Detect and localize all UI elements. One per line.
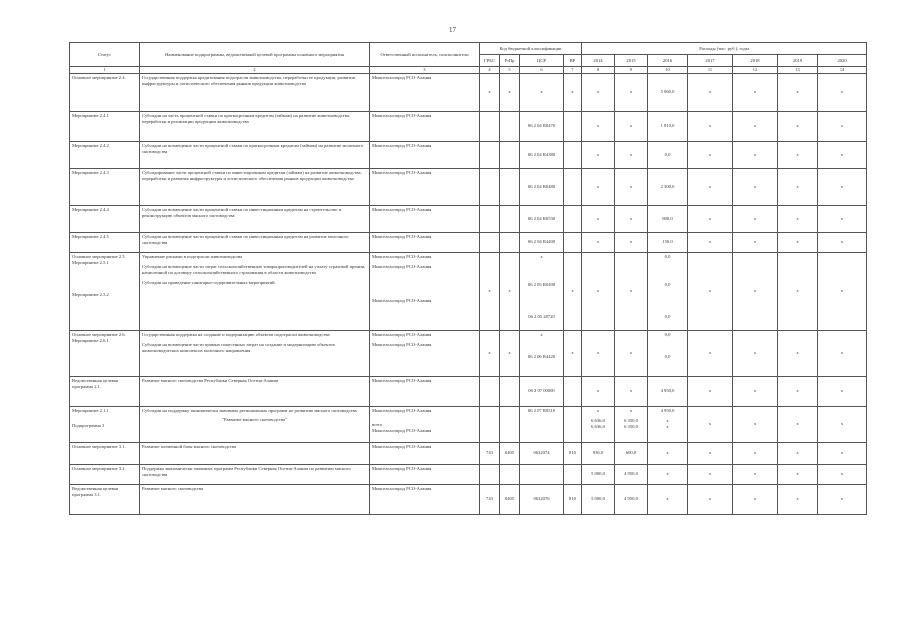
header-status: Статус (70, 43, 140, 67)
cell-name: Государственная поддержка на создание и модернизацию объектов подотрасли животноводства (142, 331, 330, 337)
cell-csr: 0632076 (520, 484, 564, 514)
cell-value: х (596, 407, 600, 413)
cell-name: Развитие племенной базы мясного скотоводства (140, 442, 370, 464)
cell-grbs: х (480, 330, 500, 376)
cell-value: 2 300,0 (648, 168, 688, 205)
cell-csr: 06 2 04 R0480 (520, 168, 564, 205)
cell-value: х (582, 141, 615, 168)
cell-value: х (733, 442, 778, 464)
cell-status: Мероприятие 2.4.1 (70, 111, 140, 141)
cell-status: Основное мероприятие 2.4. (70, 73, 140, 111)
cell-value: х (818, 252, 867, 330)
header-year: 2020 (818, 55, 867, 67)
cell-csr: 0632074 (520, 442, 564, 464)
header-year: 2014 (582, 55, 615, 67)
cell-value: х (582, 111, 615, 141)
cell-value: х (615, 73, 648, 111)
cell-executor: Минсельхозпрод РСО-Алания (372, 263, 432, 269)
cell-grbs (480, 111, 500, 141)
cell-value: х (629, 407, 633, 413)
cell-value: 6 350,0 (624, 423, 638, 429)
table-row (70, 484, 867, 514)
cell-value: х (818, 141, 867, 168)
cell-value: х (688, 205, 733, 232)
cell-value: 4 950,0 (615, 484, 648, 514)
cell-value: х (733, 73, 778, 111)
cell-value: х (582, 330, 615, 376)
table-row (70, 111, 867, 141)
cell-executor: Минсельхозпрод РСО-Алания (372, 427, 432, 433)
cell-value: х (733, 406, 778, 442)
cell-value: 4 950,0 (648, 376, 688, 406)
header-executor: Ответственный исполнитель, соисполнители (370, 43, 480, 67)
cell-vr: 810 (564, 442, 582, 464)
cell-value: х (818, 376, 867, 406)
cell-executor: всего (372, 421, 383, 427)
cell-name: Субсидии на возмещение части процентной ставки по краткосрочным кредитам (займам) на развитие молочного скотоводства (140, 141, 370, 168)
cell-value: х (648, 464, 688, 484)
cell-value: х (818, 111, 867, 141)
cell-status: Мероприятие 2.4.5 (70, 232, 140, 252)
cell-vr (564, 205, 582, 232)
cell-value: х (778, 232, 818, 252)
column-number: 10 (648, 67, 688, 74)
cell-status: Мероприятие 2.5.2 (72, 291, 109, 297)
cell-executor: Минсельхозпрод РСО-Алания (372, 253, 432, 259)
cell-rzpr: 0405 (500, 442, 520, 464)
cell-value: х (615, 252, 648, 330)
cell-executor: Минсельхозпрод РСО-Алания (370, 232, 480, 252)
column-number: 14 (818, 67, 867, 74)
cell-csr: 06 2 06 R4420 (527, 353, 556, 359)
cell-name: Государственная поддержка кредитования подотрасли животноводства, переработки ее продукции, развития инфраструктуры и логистического обеспечения рынков продукции животноводства (140, 73, 370, 111)
cell-csr: 06 2 07 R0510 (527, 407, 556, 413)
cell-value: х (778, 73, 818, 111)
cell-status: Мероприятие 2.1.1 (72, 407, 109, 413)
cell-value: 0,0 (664, 313, 671, 319)
cell-name: Субсидии на возмещение части затрат сельскохозяйственных товаропроизводителей на уплату страховой премии, начисленной по договору сельскохозяйственного страхования в области животноводства (142, 263, 366, 275)
cell-value: х (818, 73, 867, 111)
column-number: 5 (500, 67, 520, 74)
cell-value: х (615, 330, 648, 376)
cell-grbs (480, 464, 500, 484)
table-row (70, 232, 867, 252)
cell-value: х (733, 376, 778, 406)
cell-value: х (733, 168, 778, 205)
cell-csr: 06 2 04 R4380 (520, 141, 564, 168)
cell-name: "Развитие мясного скотоводства" (222, 416, 287, 422)
cell-value: х (666, 423, 669, 429)
cell-value: 600,0 (615, 442, 648, 464)
cell-value: х (733, 232, 778, 252)
cell-status: Мероприятие 2.6.1 (72, 337, 109, 343)
cell-value: х (688, 232, 733, 252)
header-year: 2016 (648, 55, 688, 67)
cell-value: х (778, 252, 818, 330)
cell-rzpr (500, 141, 520, 168)
cell-csr: х (520, 73, 564, 111)
cell-name: Субсидии на возмещение части прямых понесенных затрат на создание и модернизацию объектов животноводческих комплексов молочного направления (142, 341, 335, 353)
cell-value: х (666, 417, 669, 423)
cell-value: х (688, 484, 733, 514)
cell-name: Субсидии на проведение санитарно-оздоровительных мероприятий (142, 279, 275, 285)
cell-executor: Минсельхозпрод РСО-Алания (370, 205, 480, 232)
cell-rzpr: х (500, 252, 520, 330)
cell-vr (564, 406, 582, 442)
column-number: 13 (778, 67, 818, 74)
cell-value: х (688, 442, 733, 464)
cell-value: 4 950,0 (615, 464, 648, 484)
header-kbk: Код бюджетной классификации (480, 43, 582, 55)
cell-value: х (818, 205, 867, 232)
cell-executor: Минсельхозпрод РСО-Алания (372, 331, 432, 337)
cell-csr: 06 2 07 00000 (520, 376, 564, 406)
cell-vr: х (564, 73, 582, 111)
cell-csr: х (540, 253, 543, 259)
cell-value: х (688, 252, 733, 330)
cell-executor: Минсельхозпрод РСО-Алания (370, 484, 480, 514)
cell-name: Субсидии на возмещение части процентной ставки по инвестиционным кредитам на строительство и реконструкцию объектов мясного скотоводства (140, 205, 370, 232)
table-row (70, 168, 867, 205)
budget-table (69, 42, 867, 515)
cell-status: Основное мероприятие 2.6. (72, 331, 126, 337)
cell-grbs (480, 406, 500, 442)
cell-value: х (733, 111, 778, 141)
cell-status: Ведомственная целевая программа 3.1. (70, 484, 140, 514)
cell-rzpr (500, 376, 520, 406)
cell-value: х (778, 484, 818, 514)
cell-value: х (582, 232, 615, 252)
cell-value: х (615, 168, 648, 205)
cell-value: х (818, 442, 867, 464)
cell-value: х (615, 111, 648, 141)
cell-name: Субсидирование части процентной ставки по инвестиционным кредитам (займам) на развитие животноводства, переработки и развития инфраструктуры и логистического обеспечения рынков продукции животноводства (140, 168, 370, 205)
cell-executor: Минсельхозпрод РСО-Алания (370, 168, 480, 205)
cell-vr: х (564, 330, 582, 376)
header-year: 2015 (615, 55, 648, 67)
cell-value: х (615, 141, 648, 168)
cell-value: х (778, 111, 818, 141)
cell-vr: 810 (564, 484, 582, 514)
cell-rzpr: х (500, 73, 520, 111)
cell-rzpr (500, 406, 520, 442)
cell-value: 150,0 (648, 232, 688, 252)
cell-value: х (733, 330, 778, 376)
cell-value: х (582, 168, 615, 205)
cell-executor: Минсельхозпрод РСО-Алания (372, 297, 432, 303)
cell-value: 0,0 (664, 331, 671, 337)
cell-grbs (480, 232, 500, 252)
cell-rzpr: 0405 (500, 484, 520, 514)
cell-csr: х (540, 331, 543, 337)
cell-status: Основное мероприятие 3.2. (70, 464, 140, 484)
cell-value: х (615, 232, 648, 252)
table-row (70, 73, 867, 111)
cell-executor: Минсельхозпрод РСО-Алания (370, 73, 480, 111)
cell-executor: Минсельхозпрод РСО-Алания (370, 111, 480, 141)
cell-status: Подпрограмма 3 (72, 422, 105, 428)
column-number: 4 (480, 67, 500, 74)
cell-grbs: 743 (480, 442, 500, 464)
header-csr: ЦСР (520, 55, 564, 67)
cell-value: х (818, 168, 867, 205)
cell-value: х (582, 205, 615, 232)
cell-value: 800,0 (648, 205, 688, 232)
header-grbs: ГРБС (480, 55, 500, 67)
cell-executor: Минсельхозпрод РСО-Алания (372, 341, 432, 347)
cell-value: х (688, 111, 733, 141)
cell-grbs (480, 205, 500, 232)
cell-grbs: 743 (480, 484, 500, 514)
column-number: 9 (615, 67, 648, 74)
cell-value: х (818, 330, 867, 376)
cell-csr: 06 2 05 R0490 (527, 281, 556, 287)
cell-value: х (648, 442, 688, 464)
cell-value: х (733, 205, 778, 232)
cell-name: Развитие мясного скотоводства Республики Северная Осетия-Алания (140, 376, 370, 406)
cell-status: Мероприятие 2.5.1 (72, 259, 109, 265)
cell-grbs (480, 141, 500, 168)
header-vr: ВР (564, 55, 582, 67)
cell-name: Субсидии на часть процентной ставки по краткосрочным кредитам (займам) на развитие животноводства, переработки и реализации продукции животноводства (140, 111, 370, 141)
cell-value: х (582, 252, 615, 330)
cell-value: х (778, 464, 818, 484)
cell-csr: 06 2 04 R0530 (520, 205, 564, 232)
cell-value: 4 950,0 (660, 407, 675, 413)
cell-value: х (615, 205, 648, 232)
column-number: 6 (520, 67, 564, 74)
cell-executor: Минсельхозпрод РСО-Алания (370, 442, 480, 464)
cell-name: Развитие мясного скотоводства (140, 484, 370, 514)
cell-status: Ведомственная целевая программа 2.1. (70, 376, 140, 406)
table-row (70, 205, 867, 232)
cell-executor: Минсельхозпрод РСО-Алания (370, 464, 480, 484)
cell-status: Мероприятие 2.4.3 (70, 168, 140, 205)
cell-rzpr (500, 205, 520, 232)
cell-value: х (818, 464, 867, 484)
cell-status: Мероприятие 2.4.2 (70, 141, 140, 168)
cell-executor: Минсельхозпрод РСО-Алания (370, 376, 480, 406)
column-number: 3 (370, 67, 480, 74)
cell-value: х (688, 376, 733, 406)
cell-executor: Минсельхозпрод РСО-Алания (370, 141, 480, 168)
cell-value: х (688, 406, 733, 442)
column-number: 12 (733, 67, 778, 74)
table-row (70, 141, 867, 168)
cell-csr: 06 2 04 R4400 (520, 232, 564, 252)
cell-value: х (818, 484, 867, 514)
cell-value: х (733, 464, 778, 484)
cell-value: х (778, 442, 818, 464)
table-row (70, 406, 867, 442)
cell-vr (564, 111, 582, 141)
cell-name: Управление рисками в подотрасли животноводства (142, 253, 243, 259)
cell-value: 936,0 (582, 442, 615, 464)
cell-grbs: х (480, 73, 500, 111)
cell-vr (564, 141, 582, 168)
cell-value: х (648, 484, 688, 514)
cell-grbs (480, 168, 500, 205)
column-number: 7 (564, 67, 582, 74)
cell-value: х (688, 141, 733, 168)
cell-value: х (778, 330, 818, 376)
cell-value: 6 636,0 (591, 417, 605, 423)
cell-value: х (778, 205, 818, 232)
cell-vr (564, 464, 582, 484)
cell-value: 6 350,0 (624, 417, 638, 423)
header-name: Наименование подпрограммы, ведомственной целевой программы основного мероприятия (140, 43, 370, 67)
column-number: 8 (582, 67, 615, 74)
cell-csr (520, 464, 564, 484)
cell-value: 5 000,0 (582, 464, 615, 484)
cell-executor: Минсельхозпрод РСО-Алания (372, 407, 432, 413)
header-year: 2018 (733, 55, 778, 67)
cell-status: Мероприятие 2.4.4 (70, 205, 140, 232)
cell-value: х (582, 376, 615, 406)
cell-status: Основное мероприятие 2.5. (72, 253, 126, 259)
cell-value: 0,0 (664, 281, 671, 287)
cell-value: х (688, 168, 733, 205)
cell-vr (564, 168, 582, 205)
header-year: 2017 (688, 55, 733, 67)
cell-value: х (778, 141, 818, 168)
cell-value: 1 810,0 (648, 111, 688, 141)
cell-rzpr (500, 168, 520, 205)
cell-status: Основное мероприятие 3.1. (70, 442, 140, 464)
column-number: 2 (140, 67, 370, 74)
cell-value: х (688, 73, 733, 111)
cell-grbs: х (480, 252, 500, 330)
cell-value: х (733, 484, 778, 514)
cell-value: х (615, 376, 648, 406)
cell-value: 0,0 (648, 141, 688, 168)
column-number: 11 (688, 67, 733, 74)
cell-value: 5 060,0 (648, 73, 688, 111)
cell-value: х (582, 73, 615, 111)
cell-value: х (778, 168, 818, 205)
cell-rzpr: х (500, 330, 520, 376)
cell-csr: 06 2 05 28720 (528, 313, 555, 319)
header-expenses: Расходы (тыс. руб.), годы (582, 43, 867, 55)
cell-rzpr (500, 232, 520, 252)
cell-value: х (733, 141, 778, 168)
cell-value: х (688, 464, 733, 484)
header-rzpr: РзПр (500, 55, 520, 67)
cell-name: Субсидии на возмещение части процентной ставки по инвестиционным кредитам на развитие молочного скотоводства (140, 232, 370, 252)
cell-name: Поддержка экономически значимых программ Республики Северная Осетия-Алания по развитию мясного скотоводства (140, 464, 370, 484)
cell-value: 0,0 (664, 353, 671, 359)
cell-value: 0,0 (664, 253, 671, 259)
cell-rzpr (500, 464, 520, 484)
cell-csr: 06 2 04 R0470 (520, 111, 564, 141)
cell-value: х (818, 406, 867, 442)
header-year: 2019 (778, 55, 818, 67)
cell-value: х (818, 232, 867, 252)
table-row (70, 464, 867, 484)
cell-vr (564, 232, 582, 252)
cell-value: х (688, 330, 733, 376)
cell-value: х (733, 252, 778, 330)
table-row (70, 252, 867, 330)
table-row (70, 330, 867, 376)
column-number: 1 (70, 67, 140, 74)
table-row (70, 442, 867, 464)
cell-vr: х (564, 252, 582, 330)
cell-name: Субсидии на поддержку экономически значимых региональных программ по развитию мясного скотоводства (142, 407, 357, 413)
table-row (70, 376, 867, 406)
cell-value: х (778, 376, 818, 406)
page-number: 17 (449, 26, 456, 34)
cell-grbs (480, 376, 500, 406)
cell-value: х (778, 406, 818, 442)
cell-rzpr (500, 111, 520, 141)
cell-value: 5 000,0 (582, 484, 615, 514)
cell-value: 6 636,0 (591, 423, 605, 429)
cell-vr (564, 376, 582, 406)
